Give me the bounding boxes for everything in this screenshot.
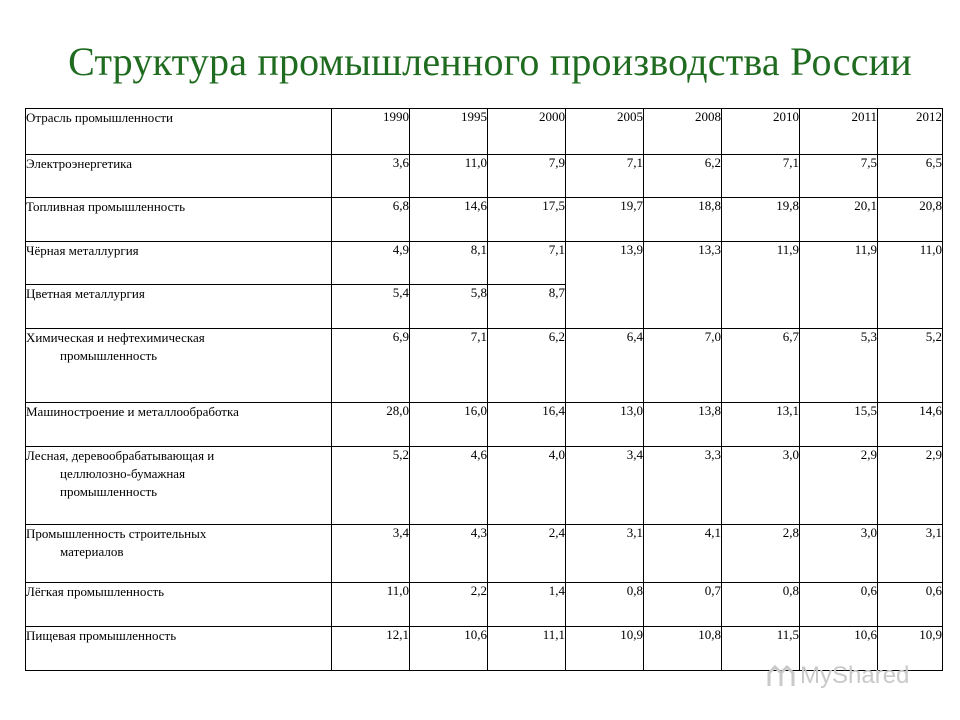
value-cell: 28,0 <box>332 403 410 447</box>
value-cell: 6,9 <box>332 329 410 403</box>
value-cell: 13,0 <box>566 403 644 447</box>
row-label <box>26 403 332 447</box>
row-label-line: Промышленность строительных <box>26 526 207 541</box>
value-cell: 7,1 <box>722 155 800 198</box>
value-cell: 5,2 <box>332 447 410 525</box>
row-label-line: целлюлозно-бумажная <box>60 466 186 481</box>
value-cell: 16,0 <box>410 403 488 447</box>
metallurgy-combined-cell: 13,3 <box>644 242 722 329</box>
row-label <box>26 525 332 583</box>
value-cell: 6,5 <box>878 155 943 198</box>
value-cell: 2,4 <box>488 525 566 583</box>
value-cell: 6,2 <box>488 329 566 403</box>
row-label-line: Цветная металлургия <box>26 286 145 301</box>
value-cell: 5,8 <box>410 285 488 329</box>
value-cell: 13,1 <box>722 403 800 447</box>
value-cell: 4,6 <box>410 447 488 525</box>
value-cell: 11,1 <box>488 627 566 671</box>
value-cell: 12,1 <box>332 627 410 671</box>
value-cell: 17,5 <box>488 198 566 242</box>
year-header: 2005 <box>566 109 644 155</box>
year-header: 1990 <box>332 109 410 155</box>
metallurgy-combined-cell: 11,9 <box>722 242 800 329</box>
table-row <box>26 242 943 285</box>
year-header: 2012 <box>878 109 943 155</box>
value-cell: 11,5 <box>722 627 800 671</box>
value-cell: 0,8 <box>722 583 800 627</box>
value-cell: 7,0 <box>644 329 722 403</box>
value-cell: 15,5 <box>800 403 878 447</box>
value-cell: 8,7 <box>488 285 566 329</box>
value-cell: 6,8 <box>332 198 410 242</box>
value-cell: 3,6 <box>332 155 410 198</box>
value-cell: 0,6 <box>878 583 943 627</box>
table-row <box>26 525 943 583</box>
value-cell: 7,1 <box>566 155 644 198</box>
row-label <box>26 198 332 242</box>
table-row <box>26 447 943 525</box>
table-row <box>26 329 943 403</box>
table-row <box>26 583 943 627</box>
value-cell: 3,3 <box>644 447 722 525</box>
row-label <box>26 285 332 329</box>
year-header: 2008 <box>644 109 722 155</box>
value-cell: 4,1 <box>644 525 722 583</box>
year-header: 2010 <box>722 109 800 155</box>
table-row <box>26 155 943 198</box>
row-label-line: Электроэнергетика <box>26 156 133 171</box>
value-cell: 4,9 <box>332 242 410 285</box>
row-label-line: Пищевая промышленность <box>26 628 177 643</box>
value-cell: 19,7 <box>566 198 644 242</box>
row-label-line: Отрасль промышленности <box>26 110 174 125</box>
value-cell: 14,6 <box>410 198 488 242</box>
row-label-line: Лёгкая промышленность <box>26 584 165 599</box>
value-cell: 7,1 <box>410 329 488 403</box>
table-body <box>26 109 943 671</box>
watermark-text: MyShared <box>800 662 910 689</box>
value-cell: 2,9 <box>800 447 878 525</box>
value-cell: 10,9 <box>878 627 943 671</box>
value-cell: 3,4 <box>332 525 410 583</box>
value-cell: 3,0 <box>800 525 878 583</box>
year-header: 2000 <box>488 109 566 155</box>
value-cell: 10,8 <box>644 627 722 671</box>
row-label-line: промышленность <box>60 484 158 499</box>
value-cell: 18,8 <box>644 198 722 242</box>
value-cell: 3,1 <box>878 525 943 583</box>
table-row <box>26 198 943 242</box>
value-cell: 16,4 <box>488 403 566 447</box>
year-header: 1995 <box>410 109 488 155</box>
value-cell: 14,6 <box>878 403 943 447</box>
row-label <box>26 447 332 525</box>
value-cell: 10,9 <box>566 627 644 671</box>
page-title: Структура промышленного производства России <box>68 39 912 84</box>
value-cell: 5,4 <box>332 285 410 329</box>
value-cell: 2,8 <box>722 525 800 583</box>
value-cell: 4,3 <box>410 525 488 583</box>
value-cell: 3,4 <box>566 447 644 525</box>
watermark <box>766 656 936 696</box>
value-cell: 6,7 <box>722 329 800 403</box>
value-cell: 19,8 <box>722 198 800 242</box>
value-cell: 1,4 <box>488 583 566 627</box>
value-cell: 3,1 <box>566 525 644 583</box>
value-cell: 6,4 <box>566 329 644 403</box>
metallurgy-combined-cell: 13,9 <box>566 242 644 329</box>
year-header: 2011 <box>800 109 878 155</box>
value-cell: 0,6 <box>800 583 878 627</box>
value-cell: 20,8 <box>878 198 943 242</box>
value-cell: 7,1 <box>488 242 566 285</box>
value-cell: 11,0 <box>410 155 488 198</box>
row-label <box>26 155 332 198</box>
row-label-line: промышленность <box>60 348 158 363</box>
value-cell: 20,1 <box>800 198 878 242</box>
metallurgy-combined-cell: 11,9 <box>800 242 878 329</box>
table-row <box>26 403 943 447</box>
row-label <box>26 109 332 155</box>
value-cell: 11,0 <box>332 583 410 627</box>
value-cell: 0,8 <box>566 583 644 627</box>
row-label-line: Химическая и нефтехимическая <box>26 330 205 345</box>
table-header-row <box>26 109 943 155</box>
value-cell: 3,0 <box>722 447 800 525</box>
row-label <box>26 242 332 285</box>
value-cell: 8,1 <box>410 242 488 285</box>
row-label-line: Машиностроение и металлообработка <box>26 404 239 419</box>
value-cell: 2,2 <box>410 583 488 627</box>
row-label <box>26 329 332 403</box>
row-label-line: Чёрная металлургия <box>26 243 139 258</box>
value-cell: 0,7 <box>644 583 722 627</box>
row-label-line: Лесная, деревообрабатывающая и <box>26 448 215 463</box>
row-label-line: Топливная промышленность <box>26 199 186 214</box>
myshared-logo-icon <box>766 663 796 689</box>
value-cell: 5,2 <box>878 329 943 403</box>
row-label <box>26 583 332 627</box>
value-cell: 7,5 <box>800 155 878 198</box>
value-cell: 2,9 <box>878 447 943 525</box>
value-cell: 10,6 <box>800 627 878 671</box>
value-cell: 10,6 <box>410 627 488 671</box>
row-label-line: материалов <box>60 544 124 559</box>
value-cell: 5,3 <box>800 329 878 403</box>
value-cell: 6,2 <box>644 155 722 198</box>
value-cell: 4,0 <box>488 447 566 525</box>
value-cell: 13,8 <box>644 403 722 447</box>
row-label <box>26 627 332 671</box>
value-cell: 7,9 <box>488 155 566 198</box>
metallurgy-combined-cell: 11,0 <box>878 242 943 329</box>
industry-table <box>25 108 943 671</box>
